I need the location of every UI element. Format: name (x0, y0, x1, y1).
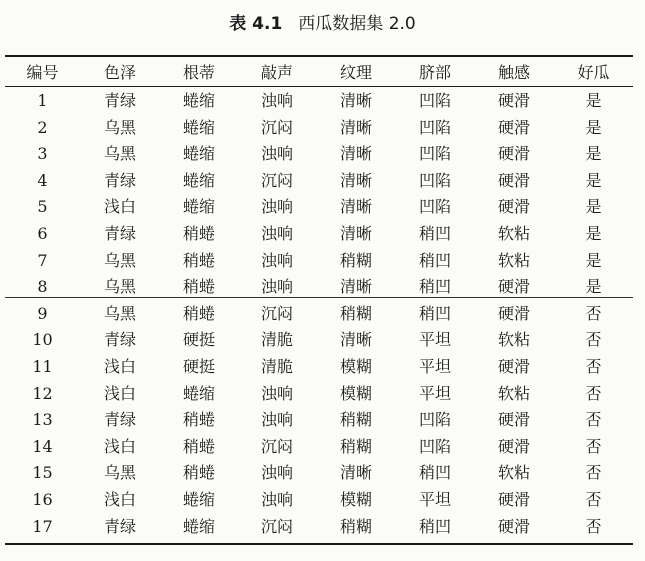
cell-good: 否 (585, 410, 602, 430)
cell-navel: 稍凹 (418, 223, 451, 243)
cell-id: 16 (32, 489, 53, 509)
cell-navel: 稍凹 (418, 463, 451, 483)
caption-title: 西瓜数据集 2.0 (298, 14, 416, 34)
cell-texture: 清晰 (339, 330, 372, 350)
cell-root: 蜷缩 (182, 516, 215, 536)
cell-id: 17 (32, 516, 53, 536)
cell-texture: 模糊 (339, 383, 372, 403)
cell-good: 是 (585, 170, 602, 190)
cell-sound: 沉闷 (260, 436, 293, 456)
cell-texture: 清晰 (339, 91, 372, 110)
cell-touch: 硬滑 (497, 91, 530, 110)
cell-navel: 稍凹 (418, 250, 451, 270)
cell-sound: 浊响 (260, 197, 293, 217)
cell-id: 5 (37, 197, 48, 217)
table-row (5, 407, 633, 434)
cell-touch: 软粘 (497, 330, 530, 350)
cell-touch: 硬滑 (497, 144, 530, 164)
cell-root: 蜷缩 (182, 383, 215, 403)
cell-sound: 清脆 (260, 330, 293, 350)
column-header-good: 好瓜 (577, 63, 610, 82)
cell-color: 乌黑 (103, 144, 136, 164)
cell-sound: 浊响 (260, 463, 293, 483)
cell-root: 稍蜷 (182, 463, 215, 483)
cell-good: 是 (585, 277, 602, 297)
cell-touch: 硬滑 (497, 277, 530, 297)
cell-good: 否 (585, 516, 602, 536)
cell-root: 蜷缩 (182, 489, 215, 509)
column-header-id: 编号 (26, 63, 59, 82)
cell-navel: 凹陷 (418, 170, 451, 190)
cell-id: 14 (32, 436, 53, 456)
cell-root: 稍蜷 (182, 250, 215, 270)
cell-id: 15 (32, 463, 53, 483)
cell-texture: 清晰 (339, 463, 372, 483)
cell-color: 青绿 (103, 410, 136, 430)
cell-good: 是 (585, 223, 602, 243)
table-row (5, 487, 633, 514)
cell-touch: 软粘 (497, 383, 530, 403)
cell-texture: 模糊 (339, 356, 372, 376)
cell-sound: 浊响 (260, 410, 293, 430)
cell-good: 否 (585, 383, 602, 403)
column-header-texture: 纹理 (339, 63, 372, 82)
caption-label: 表 4.1 (229, 14, 283, 34)
cell-touch: 软粘 (497, 223, 530, 243)
cell-sound: 浊响 (260, 489, 293, 509)
cell-touch: 硬滑 (497, 436, 530, 456)
cell-sound: 浊响 (260, 383, 293, 403)
cell-navel: 凹陷 (418, 117, 451, 137)
cell-sound: 沉闷 (260, 303, 293, 323)
column-header-root: 根蒂 (182, 63, 215, 82)
table-caption (0, 14, 645, 34)
cell-color: 浅白 (103, 197, 136, 217)
cell-good: 是 (585, 91, 602, 110)
cell-texture: 稍糊 (339, 303, 372, 323)
cell-texture: 清晰 (339, 117, 372, 137)
cell-texture: 清晰 (339, 197, 372, 217)
cell-sound: 浊响 (260, 223, 293, 243)
cell-texture: 模糊 (339, 489, 372, 509)
cell-color: 青绿 (103, 91, 136, 110)
cell-color: 青绿 (103, 170, 136, 190)
cell-navel: 凹陷 (418, 436, 451, 456)
cell-sound: 清脆 (260, 356, 293, 376)
table-row (5, 141, 633, 168)
header-row (5, 59, 633, 86)
cell-sound: 浊响 (260, 144, 293, 164)
cell-color: 乌黑 (103, 250, 136, 270)
column-header-sound: 敲声 (260, 63, 293, 82)
cell-navel: 凹陷 (418, 197, 451, 217)
cell-touch: 硬滑 (497, 410, 530, 430)
cell-touch: 软粘 (497, 463, 530, 483)
table-row (5, 194, 633, 221)
cell-good: 是 (585, 250, 602, 270)
table-row (5, 88, 633, 115)
watermelon-data-table (5, 59, 633, 540)
cell-root: 硬挺 (182, 356, 215, 376)
cell-root: 稍蜷 (182, 277, 215, 297)
table-row (5, 168, 633, 195)
cell-id: 2 (37, 117, 48, 137)
cell-good: 是 (585, 197, 602, 217)
cell-texture: 稍糊 (339, 410, 372, 430)
table-row (5, 221, 633, 248)
cell-good: 否 (585, 356, 602, 376)
cell-texture: 稍糊 (339, 250, 372, 270)
table-row (5, 248, 633, 275)
cell-root: 稍蜷 (182, 223, 215, 243)
cell-texture: 清晰 (339, 144, 372, 164)
cell-id: 12 (32, 383, 53, 403)
cell-navel: 平坦 (418, 489, 451, 509)
cell-root: 蜷缩 (182, 197, 215, 217)
cell-texture: 清晰 (339, 277, 372, 297)
table-row (5, 434, 633, 461)
cell-id: 1 (37, 91, 48, 110)
cell-navel: 凹陷 (418, 91, 451, 110)
column-header-touch: 触感 (497, 63, 530, 82)
cell-touch: 硬滑 (497, 489, 530, 509)
cell-color: 乌黑 (103, 277, 136, 297)
cell-color: 乌黑 (103, 303, 136, 323)
cell-sound: 浊响 (260, 277, 293, 297)
column-header-navel: 脐部 (418, 63, 451, 82)
cell-root: 稍蜷 (182, 303, 215, 323)
cell-navel: 凹陷 (418, 410, 451, 430)
cell-touch: 硬滑 (497, 303, 530, 323)
cell-color: 浅白 (103, 383, 136, 403)
cell-sound: 沉闷 (260, 170, 293, 190)
table-row (5, 301, 633, 328)
cell-id: 10 (32, 330, 53, 350)
cell-sound: 浊响 (260, 250, 293, 270)
bottom-rule (5, 543, 633, 545)
cell-touch: 硬滑 (497, 516, 530, 536)
cell-navel: 稍凹 (418, 516, 451, 536)
table-row (5, 460, 633, 487)
cell-id: 9 (37, 303, 48, 323)
cell-root: 稍蜷 (182, 410, 215, 430)
cell-navel: 稍凹 (418, 303, 451, 323)
top-rule (5, 55, 633, 57)
cell-root: 蜷缩 (182, 170, 215, 190)
cell-good: 是 (585, 117, 602, 137)
cell-touch: 硬滑 (497, 197, 530, 217)
table-row (5, 115, 633, 142)
cell-navel: 平坦 (418, 383, 451, 403)
table-row (5, 381, 633, 408)
cell-id: 13 (32, 410, 53, 430)
cell-navel: 稍凹 (418, 277, 451, 297)
table-row (5, 327, 633, 354)
cell-root: 蜷缩 (182, 144, 215, 164)
cell-root: 蜷缩 (182, 117, 215, 137)
cell-good: 否 (585, 489, 602, 509)
cell-id: 3 (37, 144, 48, 164)
cell-navel: 凹陷 (418, 144, 451, 164)
cell-color: 青绿 (103, 223, 136, 243)
cell-id: 7 (37, 250, 48, 270)
cell-color: 青绿 (103, 516, 136, 536)
cell-touch: 硬滑 (497, 117, 530, 137)
cell-texture: 清晰 (339, 223, 372, 243)
column-header-color: 色泽 (103, 63, 136, 82)
cell-color: 乌黑 (103, 463, 136, 483)
table-body (5, 88, 633, 540)
table-row (5, 354, 633, 381)
cell-sound: 沉闷 (260, 117, 293, 137)
cell-root: 蜷缩 (182, 91, 215, 110)
cell-touch: 硬滑 (497, 170, 530, 190)
cell-good: 否 (585, 303, 602, 323)
cell-texture: 稍糊 (339, 436, 372, 456)
cell-sound: 沉闷 (260, 516, 293, 536)
cell-touch: 硬滑 (497, 356, 530, 376)
cell-navel: 平坦 (418, 356, 451, 376)
cell-good: 否 (585, 330, 602, 350)
cell-id: 8 (37, 277, 48, 297)
cell-good: 是 (585, 144, 602, 164)
cell-root: 硬挺 (182, 330, 215, 350)
cell-id: 6 (37, 223, 48, 243)
cell-id: 4 (37, 170, 48, 190)
cell-color: 青绿 (103, 330, 136, 350)
cell-color: 浅白 (103, 436, 136, 456)
cell-texture: 稍糊 (339, 516, 372, 536)
cell-touch: 软粘 (497, 250, 530, 270)
cell-color: 浅白 (103, 356, 136, 376)
cell-color: 乌黑 (103, 117, 136, 137)
cell-root: 稍蜷 (182, 436, 215, 456)
cell-good: 否 (585, 463, 602, 483)
cell-navel: 平坦 (418, 330, 451, 350)
table-row (5, 514, 633, 541)
cell-texture: 清晰 (339, 170, 372, 190)
table-row (5, 274, 633, 301)
cell-good: 否 (585, 436, 602, 456)
cell-id: 11 (32, 356, 53, 376)
cell-color: 浅白 (103, 489, 136, 509)
cell-sound: 浊响 (260, 91, 293, 110)
